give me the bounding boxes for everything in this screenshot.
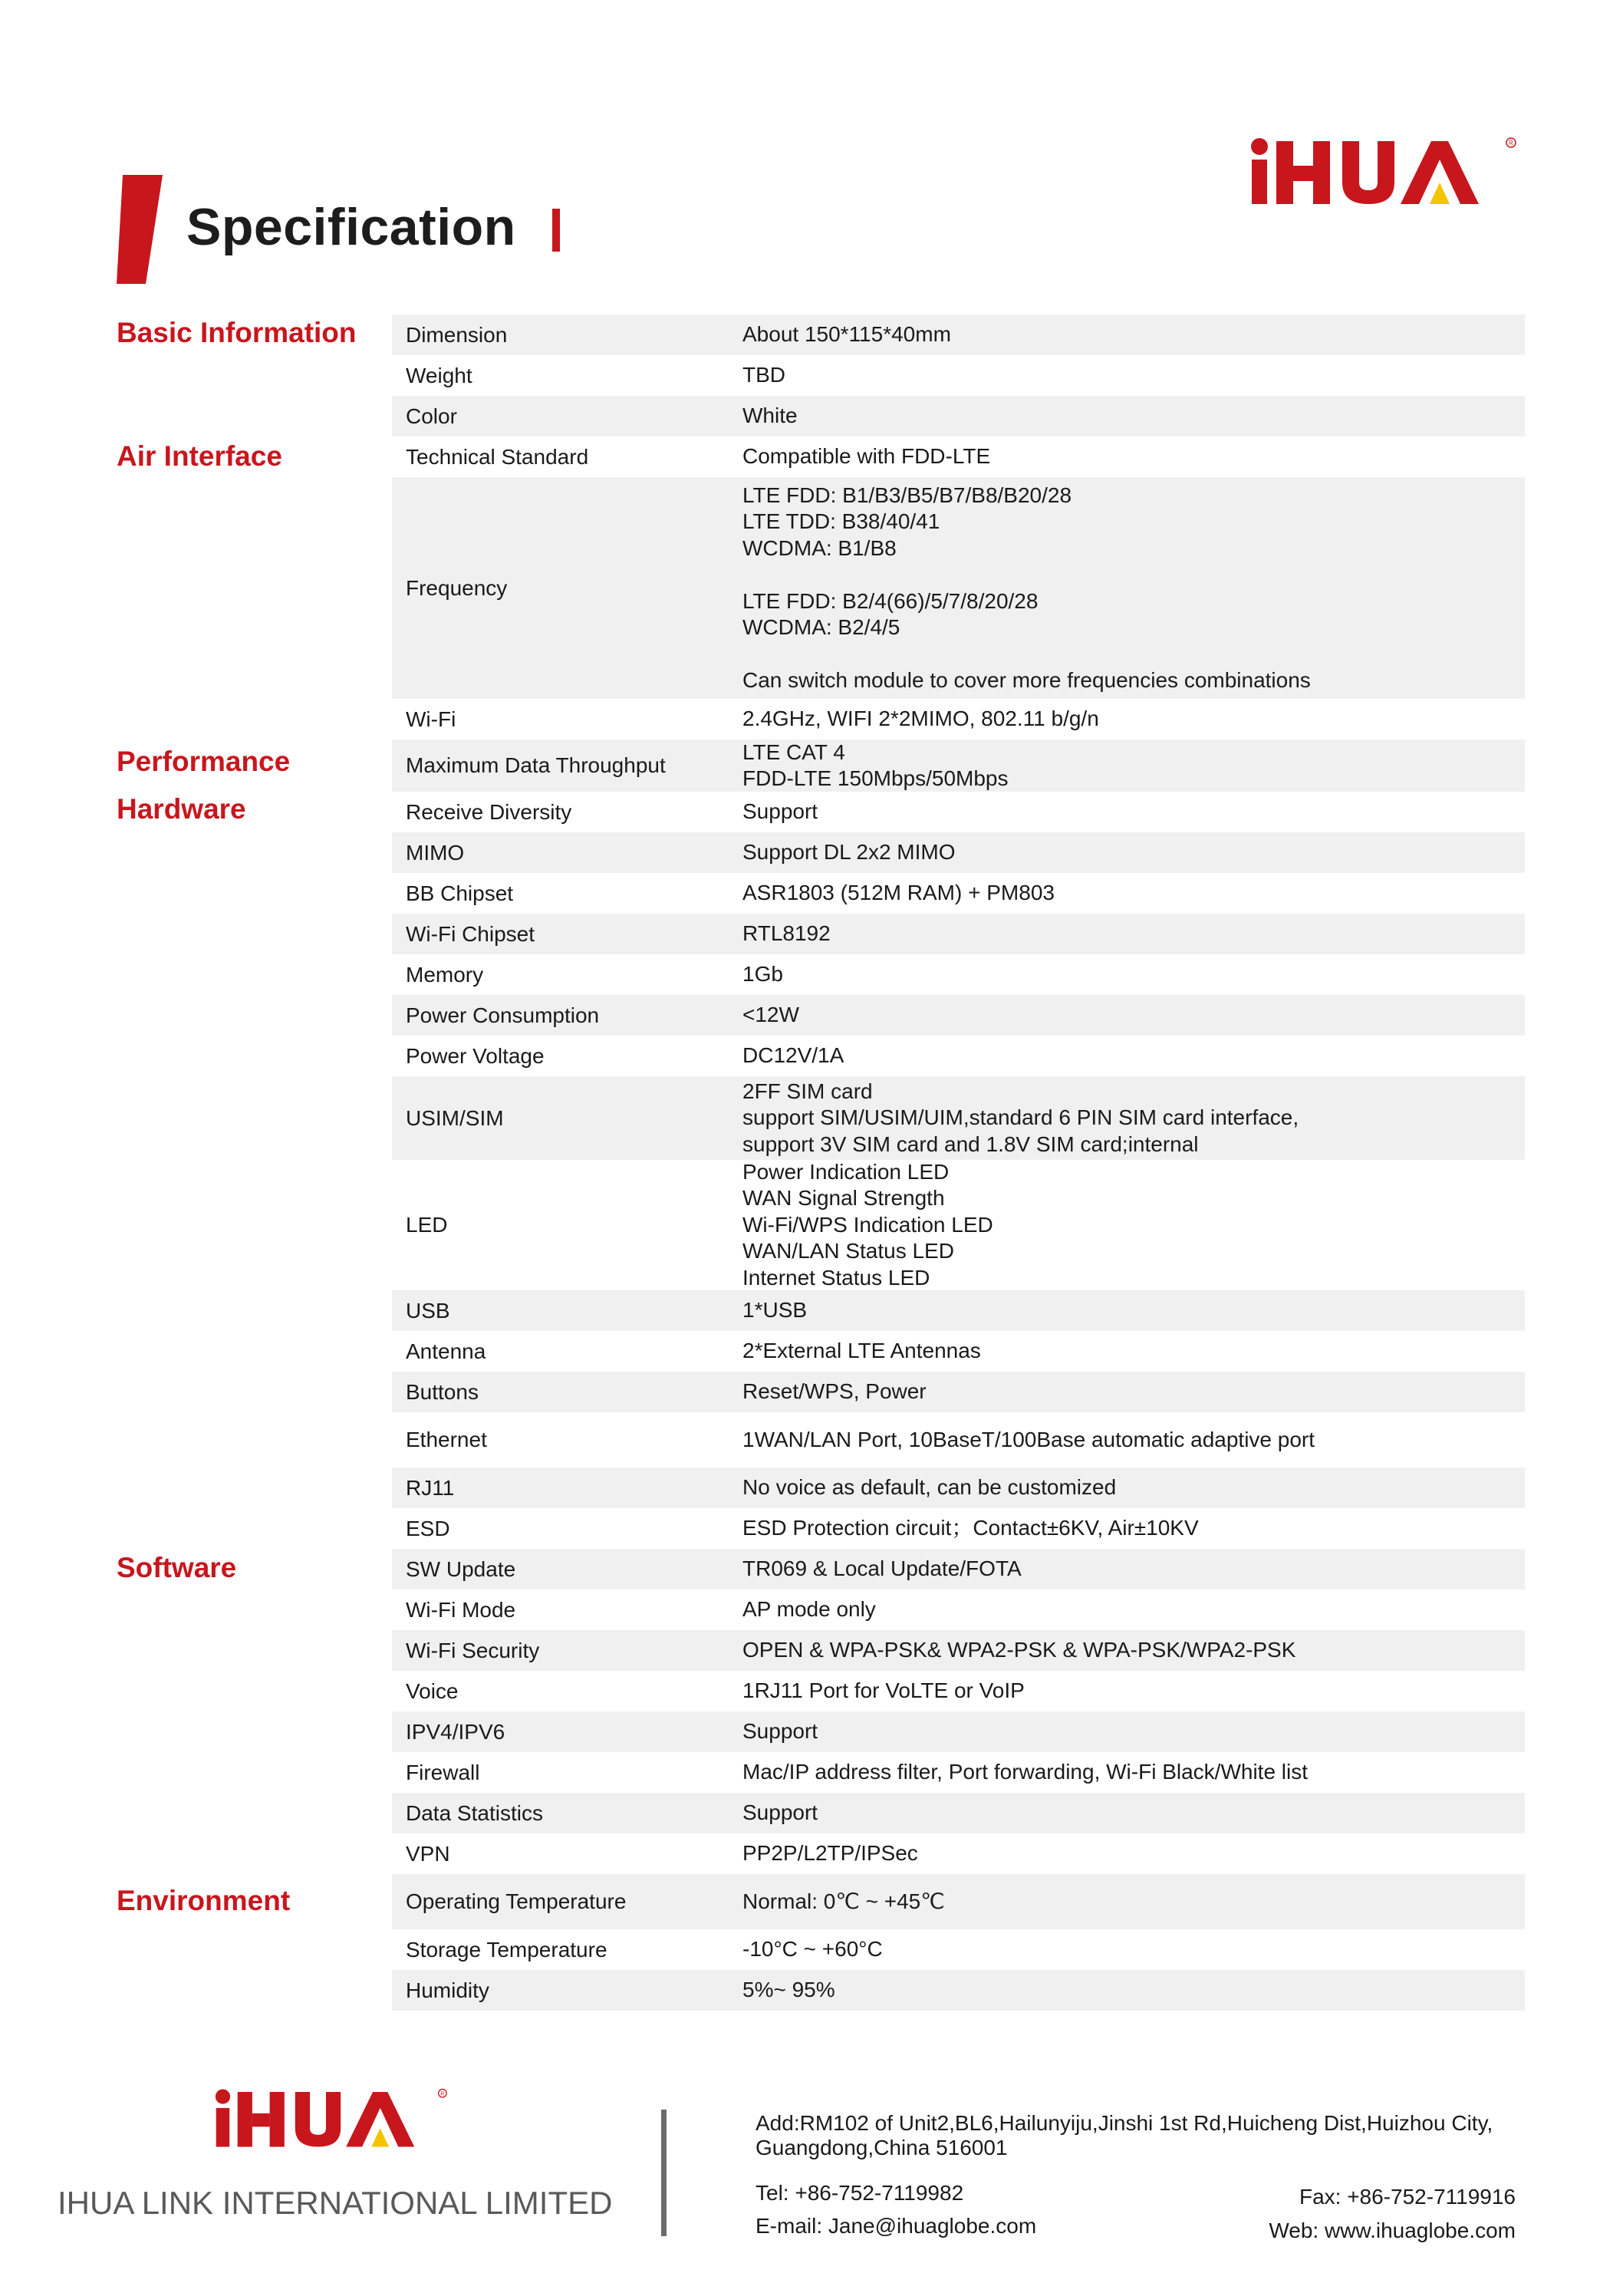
spec-value: Support DL 2x2 MIMO bbox=[742, 840, 956, 865]
spec-key: Receive Diversity bbox=[406, 799, 572, 824]
spec-key: VPN bbox=[406, 1841, 450, 1866]
spec-key: Humidity bbox=[406, 1978, 489, 2002]
spec-key: USB bbox=[406, 1298, 450, 1323]
page-title: Specification bbox=[186, 198, 516, 256]
address-line-2: Guangdong,China 516001 bbox=[756, 2136, 1008, 2159]
table-row bbox=[392, 1589, 1525, 1630]
title-tick bbox=[552, 209, 560, 252]
table-row bbox=[392, 1970, 1525, 2011]
table-row bbox=[392, 1468, 1525, 1508]
spec-value: OPEN & WPA-PSK& WPA2-PSK & WPA-PSK/WPA2-PSK bbox=[742, 1638, 1296, 1662]
spec-key: Power Voltage bbox=[406, 1043, 545, 1068]
email: E-mail: Jane@ihuaglobe.com bbox=[756, 2214, 1037, 2238]
table-row bbox=[392, 1290, 1525, 1331]
spec-key: Dimension bbox=[406, 322, 508, 347]
spec-value: Support bbox=[742, 1800, 818, 1825]
table-row bbox=[392, 832, 1525, 873]
spec-key: Buttons bbox=[406, 1379, 479, 1404]
table-row bbox=[392, 1874, 1525, 1929]
table-row bbox=[392, 1929, 1525, 1970]
fax: Fax: +86-752-7119916 bbox=[1299, 2185, 1516, 2209]
table-row bbox=[392, 873, 1525, 914]
spec-value: ASR1803 (512M RAM) + PM803 bbox=[742, 881, 1055, 905]
spec-value: TBD bbox=[742, 363, 785, 387]
spec-value: LTE FDD: B1/B3/B5/B7/B8/B20/28 LTE TDD: B38/40/41 WCDMA: B1/B8 LTE FDD: B2/4(66)/5/7/8/20/28 WCDMA: B2/4/5 Can switch module to cover more frequencies combinations bbox=[742, 483, 1311, 692]
table-row bbox=[392, 914, 1525, 954]
section-label: Air Interface bbox=[117, 440, 282, 472]
spec-value: Normal: 0℃ ~ +45℃ bbox=[742, 1889, 945, 1913]
spec-value: Compatible with FDD-LTE bbox=[742, 444, 991, 469]
spec-key: Antenna bbox=[406, 1339, 486, 1363]
spec-key: Voice bbox=[406, 1678, 459, 1703]
table-row bbox=[392, 477, 1525, 699]
spec-key: ESD bbox=[406, 1516, 450, 1540]
table-row bbox=[392, 954, 1525, 995]
spec-key: Wi-Fi Chipset bbox=[406, 921, 535, 946]
spec-value: 1WAN/LAN Port, 10BaseT/100Base automatic adaptive port bbox=[742, 1427, 1315, 1451]
spec-value: White bbox=[742, 404, 798, 428]
footer-divider bbox=[661, 2110, 667, 2236]
spec-value: About 150*115*40mm bbox=[742, 322, 951, 347]
section-label: Environment bbox=[117, 1885, 291, 1916]
spec-value: 2FF SIM card support SIM/USIM/UIM,standard 6 PIN SIM card interface, support 3V SIM card and 1.8V SIM card;internal bbox=[742, 1079, 1299, 1156]
spec-value: 2.4GHz, WIFI 2*2MIMO, 802.11 b/g/n bbox=[742, 707, 1099, 731]
section-label: Hardware bbox=[117, 793, 246, 825]
spec-key: Technical Standard bbox=[406, 444, 589, 469]
section-label: Software bbox=[117, 1552, 237, 1583]
spec-key: Wi-Fi bbox=[406, 707, 456, 731]
spec-key: Color bbox=[406, 404, 457, 428]
spec-key: Power Consumption bbox=[406, 1003, 600, 1027]
table-row bbox=[392, 995, 1525, 1036]
spec-value: 1Gb bbox=[742, 962, 783, 987]
spec-key: LED bbox=[406, 1213, 448, 1237]
table-row bbox=[392, 1833, 1525, 1874]
table-row bbox=[392, 1508, 1525, 1549]
table-row bbox=[392, 792, 1525, 832]
table-row bbox=[392, 396, 1525, 436]
spec-key: Weight bbox=[406, 363, 472, 387]
spec-value: LTE CAT 4 FDD-LTE 150Mbps/50Mbps bbox=[742, 740, 1009, 790]
spec-value: Power Indication LED WAN Signal Strength Wi-Fi/WPS Indication LED WAN/LAN Status LED Internet Status LED bbox=[742, 1159, 993, 1290]
address-line-1: Add:RM102 of Unit2,BL6,Hailunyiju,Jinshi 1st Rd,Huicheng Dist,Huizhou City, bbox=[756, 2111, 1493, 2135]
spec-key: Storage Temperature bbox=[406, 1937, 607, 1962]
spec-value: 1*USB bbox=[742, 1298, 808, 1323]
table-row bbox=[392, 1549, 1525, 1589]
table-row bbox=[392, 436, 1525, 477]
spec-value: Mac/IP address filter, Port forwarding, Wi-Fi Black/White list bbox=[742, 1760, 1309, 1784]
table-row bbox=[392, 1160, 1525, 1290]
spec-key: IPV4/IPV6 bbox=[406, 1719, 505, 1744]
table-row bbox=[392, 740, 1525, 792]
company-name: IHUA LINK INTERNATIONAL LIMITED bbox=[58, 2185, 613, 2221]
spec-key: Data Statistics bbox=[406, 1800, 543, 1825]
table-row bbox=[392, 1671, 1525, 1711]
spec-key: Ethernet bbox=[406, 1428, 487, 1451]
title-accent-bar bbox=[117, 175, 163, 284]
spec-key: BB Chipset bbox=[406, 881, 514, 905]
spec-value: Support bbox=[742, 799, 818, 824]
spec-value: 2*External LTE Antennas bbox=[742, 1339, 981, 1363]
table-row bbox=[392, 1076, 1525, 1160]
spec-key: Frequency bbox=[406, 575, 508, 600]
footer-ihua-logo bbox=[215, 2087, 453, 2149]
spec-key: Memory bbox=[406, 962, 484, 987]
spec-key: USIM/SIM bbox=[406, 1105, 504, 1130]
table-row bbox=[392, 1331, 1525, 1372]
spec-value: Reset/WPS, Power bbox=[742, 1379, 927, 1404]
spec-value: TR069 & Local Update/FOTA bbox=[742, 1556, 1022, 1581]
table-row bbox=[392, 1412, 1525, 1468]
table-row bbox=[392, 315, 1525, 355]
spec-value: RTL8192 bbox=[742, 921, 831, 946]
spec-value: -10°C ~ +60°C bbox=[742, 1937, 883, 1962]
spec-key: Firewall bbox=[406, 1760, 480, 1784]
table-row bbox=[392, 1752, 1525, 1793]
spec-value: <12W bbox=[742, 1003, 799, 1027]
spec-value: 5%~ 95% bbox=[742, 1978, 835, 2002]
spec-value: AP mode only bbox=[742, 1597, 876, 1622]
spec-key: SW Update bbox=[406, 1556, 516, 1581]
spec-key: RJ11 bbox=[406, 1475, 455, 1500]
spec-value: Support bbox=[742, 1719, 818, 1744]
website: Web: www.ihuaglobe.com bbox=[1269, 2219, 1516, 2242]
table-row bbox=[392, 355, 1525, 396]
spec-key: Maximum Data Throughput bbox=[406, 753, 666, 777]
table-row bbox=[392, 1711, 1525, 1752]
table-row bbox=[392, 1372, 1525, 1412]
spec-key: Operating Temperature bbox=[406, 1889, 627, 1913]
spec-key: MIMO bbox=[406, 840, 465, 865]
spec-value: 1RJ11 Port for VoLTE or VoIP bbox=[742, 1678, 1025, 1703]
section-label: Basic Information bbox=[117, 317, 357, 348]
spec-value: ESD Protection circuit；Contact±6KV, Air±10KV bbox=[742, 1516, 1199, 1540]
telephone: Tel: +86-752-7119982 bbox=[756, 2181, 964, 2205]
spec-value: DC12V/1A bbox=[742, 1043, 844, 1068]
spec-value: No voice as default, can be customized bbox=[742, 1475, 1117, 1500]
spec-value: PP2P/L2TP/IPSec bbox=[742, 1841, 918, 1866]
table-row bbox=[392, 1793, 1525, 1833]
ihua-logo bbox=[1250, 137, 1523, 206]
svg-text:R: R bbox=[1509, 140, 1513, 147]
table-row bbox=[392, 699, 1525, 740]
table-row bbox=[392, 1630, 1525, 1671]
section-label: Performance bbox=[117, 746, 291, 777]
spec-key: Wi-Fi Security bbox=[406, 1638, 540, 1662]
spec-key: Wi-Fi Mode bbox=[406, 1597, 516, 1622]
svg-text:R: R bbox=[440, 2091, 445, 2097]
table-row bbox=[392, 1036, 1525, 1076]
